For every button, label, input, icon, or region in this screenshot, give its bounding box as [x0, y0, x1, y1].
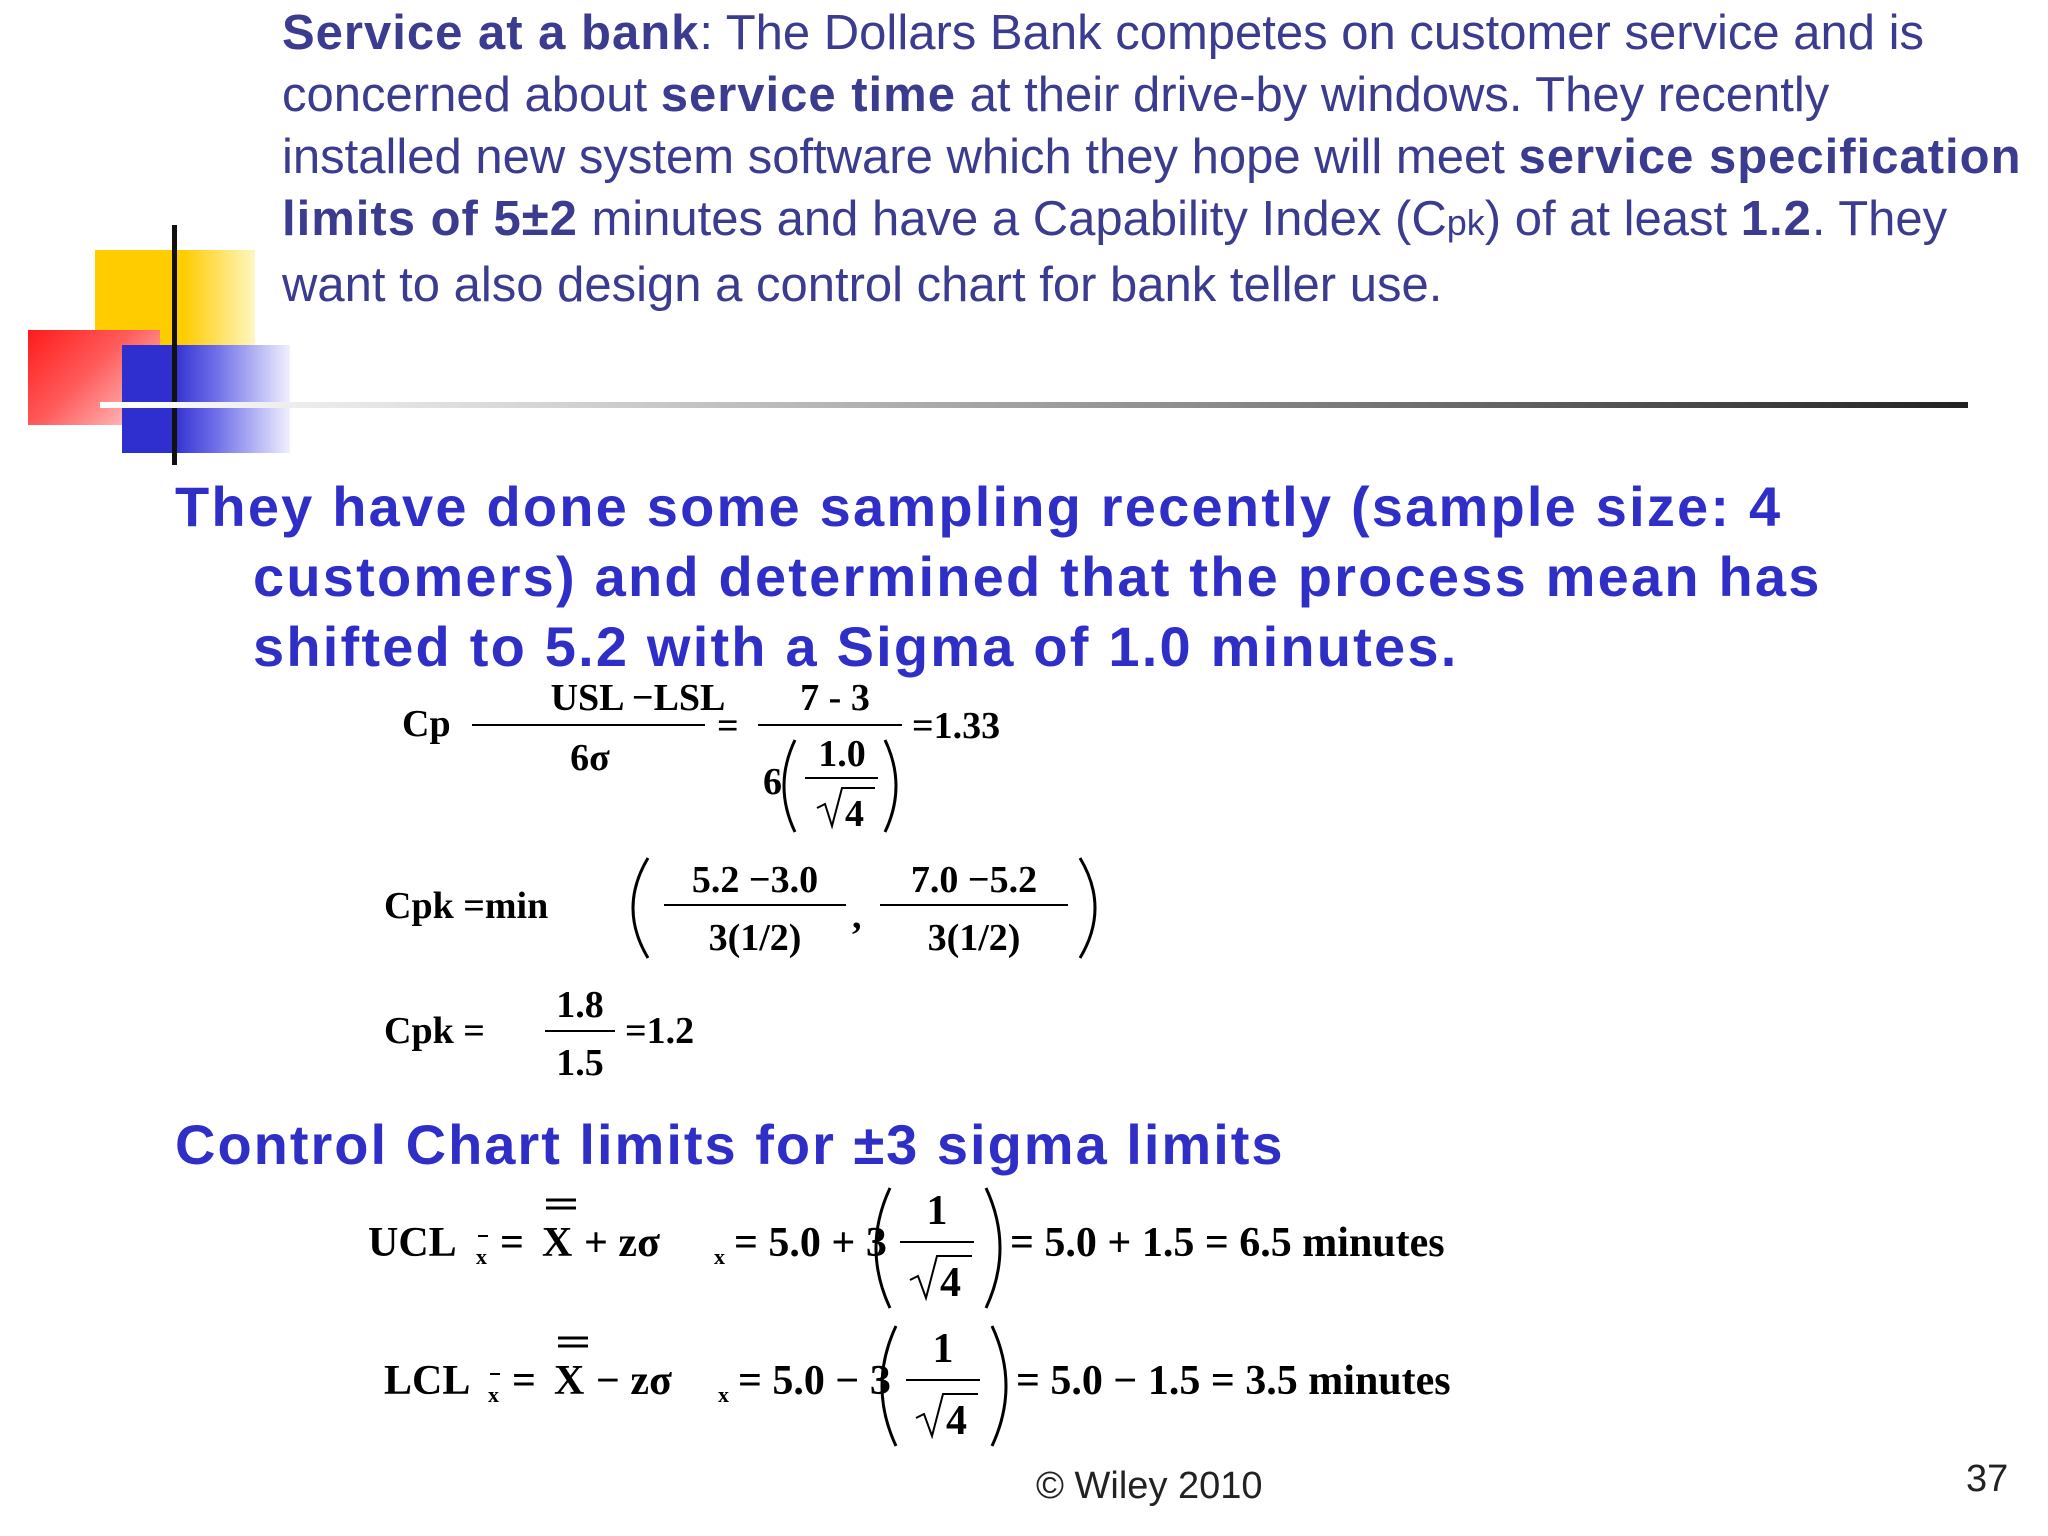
lcl-equation: = 5.0 − 3: [738, 1358, 891, 1404]
lcl-formula: [378, 1318, 1548, 1458]
page-number: 37: [1966, 1458, 2009, 1500]
intro-text-6: ) of at least: [1484, 192, 1741, 246]
ucl-equation: = 5.0 + 3: [734, 1220, 887, 1266]
ucl-frac-num: 1: [926, 1188, 948, 1234]
title-divider-line: [100, 402, 1968, 408]
cpk-result-label: Cpk =: [384, 1010, 485, 1052]
cpk-result-num: 1.8: [556, 984, 604, 1026]
lcl-xbar: X: [554, 1358, 585, 1404]
ucl-label: UCL: [368, 1220, 457, 1266]
cp-den-num: 1.0: [818, 733, 866, 775]
cp-label: Cp: [402, 703, 451, 745]
cp-formula: [380, 670, 1100, 860]
cp-numerator: USL −LSL: [550, 677, 726, 719]
ucl-xbar: X: [542, 1220, 573, 1266]
cpk-result-value: =1.2: [625, 1010, 695, 1052]
ucl-z-sigma: + zσ: [584, 1220, 660, 1266]
ucl-subscript: x: [476, 1244, 487, 1269]
intro-paragraph: [282, 2, 2022, 316]
lcl-frac-num: 1: [932, 1326, 954, 1372]
intro-text-5: minutes and have a Capability Index (C: [577, 192, 1447, 246]
ucl-sigma-subscript: x: [714, 1244, 725, 1269]
cp-equals: =: [717, 705, 739, 747]
cpk-min-num-2: 7.0 −5.2: [910, 859, 1038, 901]
cp-den-den: 4: [845, 793, 864, 835]
lcl-frac-den: 4: [946, 1398, 967, 1444]
cpk-min-num-1: 5.2 −3.0: [691, 859, 819, 901]
sampling-paragraph: [175, 472, 1975, 682]
svg-text:=: =: [512, 1358, 536, 1404]
logo-blue-square: [122, 345, 290, 453]
cpk-min-label: Cpk =min: [384, 885, 549, 927]
cpk-min-den-1: 3(1/2): [708, 917, 802, 959]
intro-bold-4: service specification limits of 5±2: [282, 130, 2022, 246]
lcl-result: = 5.0 − 1.5 = 3.5 minutes: [1016, 1358, 1451, 1404]
intro-subscript: pk: [1446, 202, 1485, 243]
control-chart-heading: Control Chart limits for ±3 sigma limits: [175, 1113, 1285, 1176]
lcl-subscript: x: [488, 1382, 499, 1407]
cp-numerator-2: 7 - 3: [800, 677, 870, 719]
ucl-formula: [362, 1180, 1542, 1320]
lcl-z-sigma: − zσ: [596, 1358, 672, 1404]
cpk-result-formula: [380, 975, 800, 1095]
cpk-result-den: 1.5: [556, 1042, 604, 1084]
sampling-line-2: customers) and determined that the process mean has: [253, 545, 1822, 608]
cpk-min-den-2: 3(1/2): [927, 917, 1021, 959]
cp-result: =1.33: [912, 705, 1001, 747]
cp-den-coef: 6: [763, 761, 782, 803]
logo-vertical-line: [172, 225, 177, 465]
cpk-min-comma: ,: [852, 895, 862, 937]
sampling-line-1: They have done some sampling recently (sample size: 4: [175, 475, 1783, 538]
lcl-sigma-subscript: x: [718, 1382, 729, 1407]
ucl-result: = 5.0 + 1.5 = 6.5 minutes: [1010, 1220, 1445, 1266]
sampling-line-3: shifted to 5.2 with a Sigma of 1.0 minutes.: [253, 615, 1459, 678]
intro-text-3: at their drive-by windows. They recently installed new system software which they hope will meet: [282, 68, 1830, 184]
cp-denominator: 6σ: [570, 737, 610, 779]
intro-text-1: : The Dollars Bank competes on customer service and is concerned about: [282, 6, 1925, 122]
ucl-frac-den: 4: [940, 1260, 961, 1306]
intro-bold-2: service time: [660, 68, 956, 122]
intro-text-8: . They want to also design a control chart for bank teller use.: [282, 192, 1948, 312]
intro-lead: Service at a bank: [282, 6, 700, 60]
cpk-min-formula: [380, 850, 1120, 980]
intro-bold-7: 1.2: [1740, 192, 1812, 246]
copyright-footer: © Wiley 2010: [1036, 1465, 1263, 1507]
svg-text:=: =: [500, 1220, 524, 1266]
lcl-label: LCL: [384, 1358, 471, 1404]
